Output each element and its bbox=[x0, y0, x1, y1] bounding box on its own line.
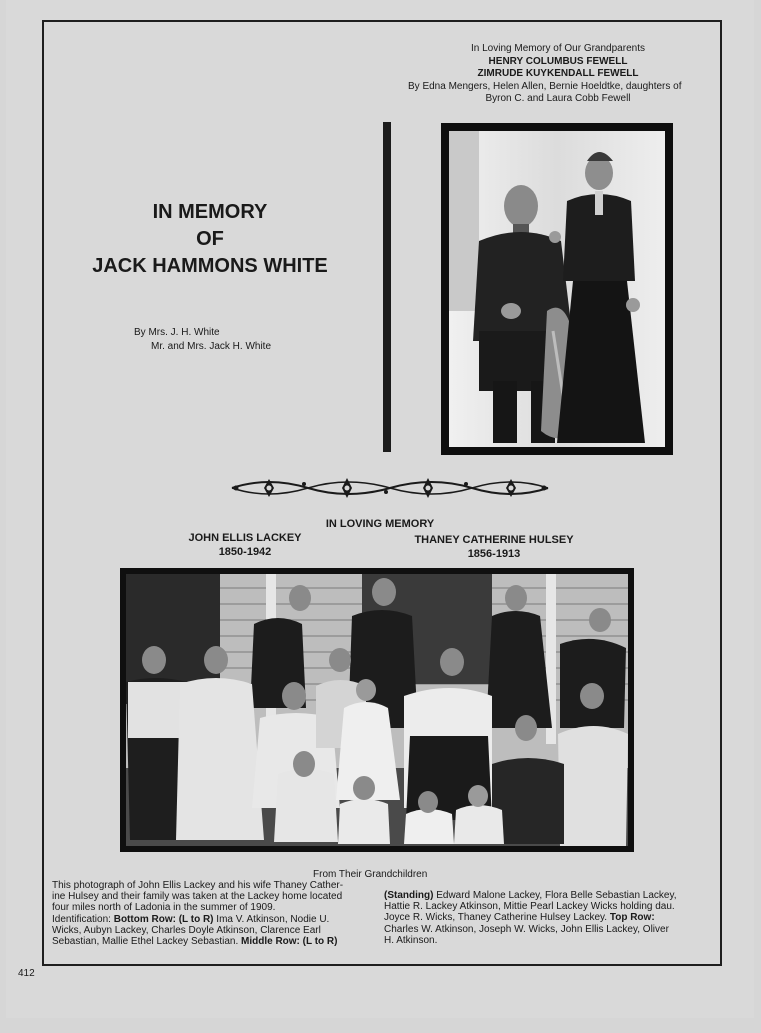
caption-right-line-3 bbox=[384, 912, 702, 923]
person-2-dates: 1856-1913 bbox=[467, 548, 521, 560]
caption-left-column bbox=[52, 880, 368, 947]
memory-title-line-1: IN MEMORY bbox=[152, 201, 268, 223]
caption-right-line-2: Hattie R. Lackey Atkinson, Mittie Pearl Lackey Wicks holding dau. bbox=[384, 901, 675, 913]
fewell-name-henry: HENRY COLUMBUS FEWELL bbox=[488, 55, 628, 67]
person-thaney-catherine-hulsey bbox=[396, 533, 592, 561]
memory-title-line-3: JACK HAMMONS WHITE bbox=[92, 255, 328, 277]
caption-left-line-6 bbox=[52, 936, 368, 947]
ornamental-divider bbox=[228, 470, 552, 506]
vertical-rule bbox=[383, 122, 391, 452]
caption-right-line-4: Charles W. Atkinson, Joseph W. Wicks, John Ellis Lackey, Oliver bbox=[384, 923, 669, 935]
person-2-name: THANEY CATHERINE HULSEY bbox=[414, 534, 574, 546]
caption-right-line-3-prefix: Joyce R. Wicks, Thaney Catherine Hulsey Lackey. bbox=[384, 912, 610, 924]
fewell-header bbox=[398, 43, 718, 106]
caption-right-line-5: H. Atkinson. bbox=[384, 934, 438, 946]
caption-right-line-1-rest: Edward Malone Lackey, Flora Belle Sebastian Lackey, bbox=[433, 890, 677, 901]
fewell-dedication: In Loving Memory of Our Grandparents bbox=[471, 43, 645, 54]
memory-byline-1: By Mrs. J. H. White bbox=[134, 327, 220, 338]
caption-right-column bbox=[384, 890, 702, 946]
lackey-family-photo bbox=[120, 568, 634, 852]
memory-title bbox=[60, 199, 360, 280]
caption-standing-label: (Standing) bbox=[384, 890, 434, 901]
caption-bottom-row-label: Bottom Row: (L to R) bbox=[113, 913, 214, 925]
caption-left-line-5: Wicks, Aubyn Lackey, Charles Doyle Atkinson, Clarence Earl bbox=[52, 924, 321, 936]
caption-left-line-6-prefix: Sebastian, Mallie Ethel Lackey Sebastian. bbox=[52, 936, 241, 948]
caption-left-line-4-rest: Ima V. Atkinson, Nodie U. bbox=[213, 913, 330, 925]
fewell-couple-photo bbox=[441, 123, 673, 455]
couple-photo-image bbox=[449, 131, 665, 447]
lackey-heading: IN LOVING MEMORY bbox=[325, 518, 435, 530]
fewell-byline-2: Byron C. and Laura Cobb Fewell bbox=[485, 93, 631, 105]
memory-title-line-2: OF bbox=[196, 228, 224, 250]
caption-left-line-3: four miles north of Ladonia in the summer of 1909. bbox=[52, 902, 276, 914]
caption-top-row-label: Top Row: bbox=[609, 912, 655, 924]
caption-left-line-2: ine Hulsey and their family was taken at the Lackey home located bbox=[52, 891, 343, 903]
caption-left-line-4 bbox=[52, 914, 368, 925]
person-john-ellis-lackey bbox=[170, 531, 320, 559]
person-1-name: JOHN ELLIS LACKEY bbox=[188, 532, 302, 544]
page-number: 412 bbox=[18, 968, 35, 979]
memory-byline-2: Mr. and Mrs. Jack H. White bbox=[151, 340, 272, 352]
family-photo-image bbox=[120, 568, 634, 852]
caption-middle-row-label: Middle Row: (L to R) bbox=[241, 936, 338, 948]
caption-from: From Their Grandchildren bbox=[313, 869, 428, 880]
caption-right-line-1 bbox=[384, 890, 702, 901]
fewell-byline-1: By Edna Mengers, Helen Allen, Bernie Hoeldtke, daughters of bbox=[408, 80, 682, 92]
person-1-dates: 1850-1942 bbox=[218, 546, 272, 558]
memory-byline bbox=[134, 326, 271, 353]
caption-left-line-1: This photograph of John Ellis Lackey and his wife Thaney Cather- bbox=[52, 880, 344, 891]
caption-left-line-4-prefix: Identification: bbox=[52, 913, 114, 925]
fewell-name-zimrude: ZIMRUDE KUYKENDALL FEWELL bbox=[477, 68, 639, 80]
